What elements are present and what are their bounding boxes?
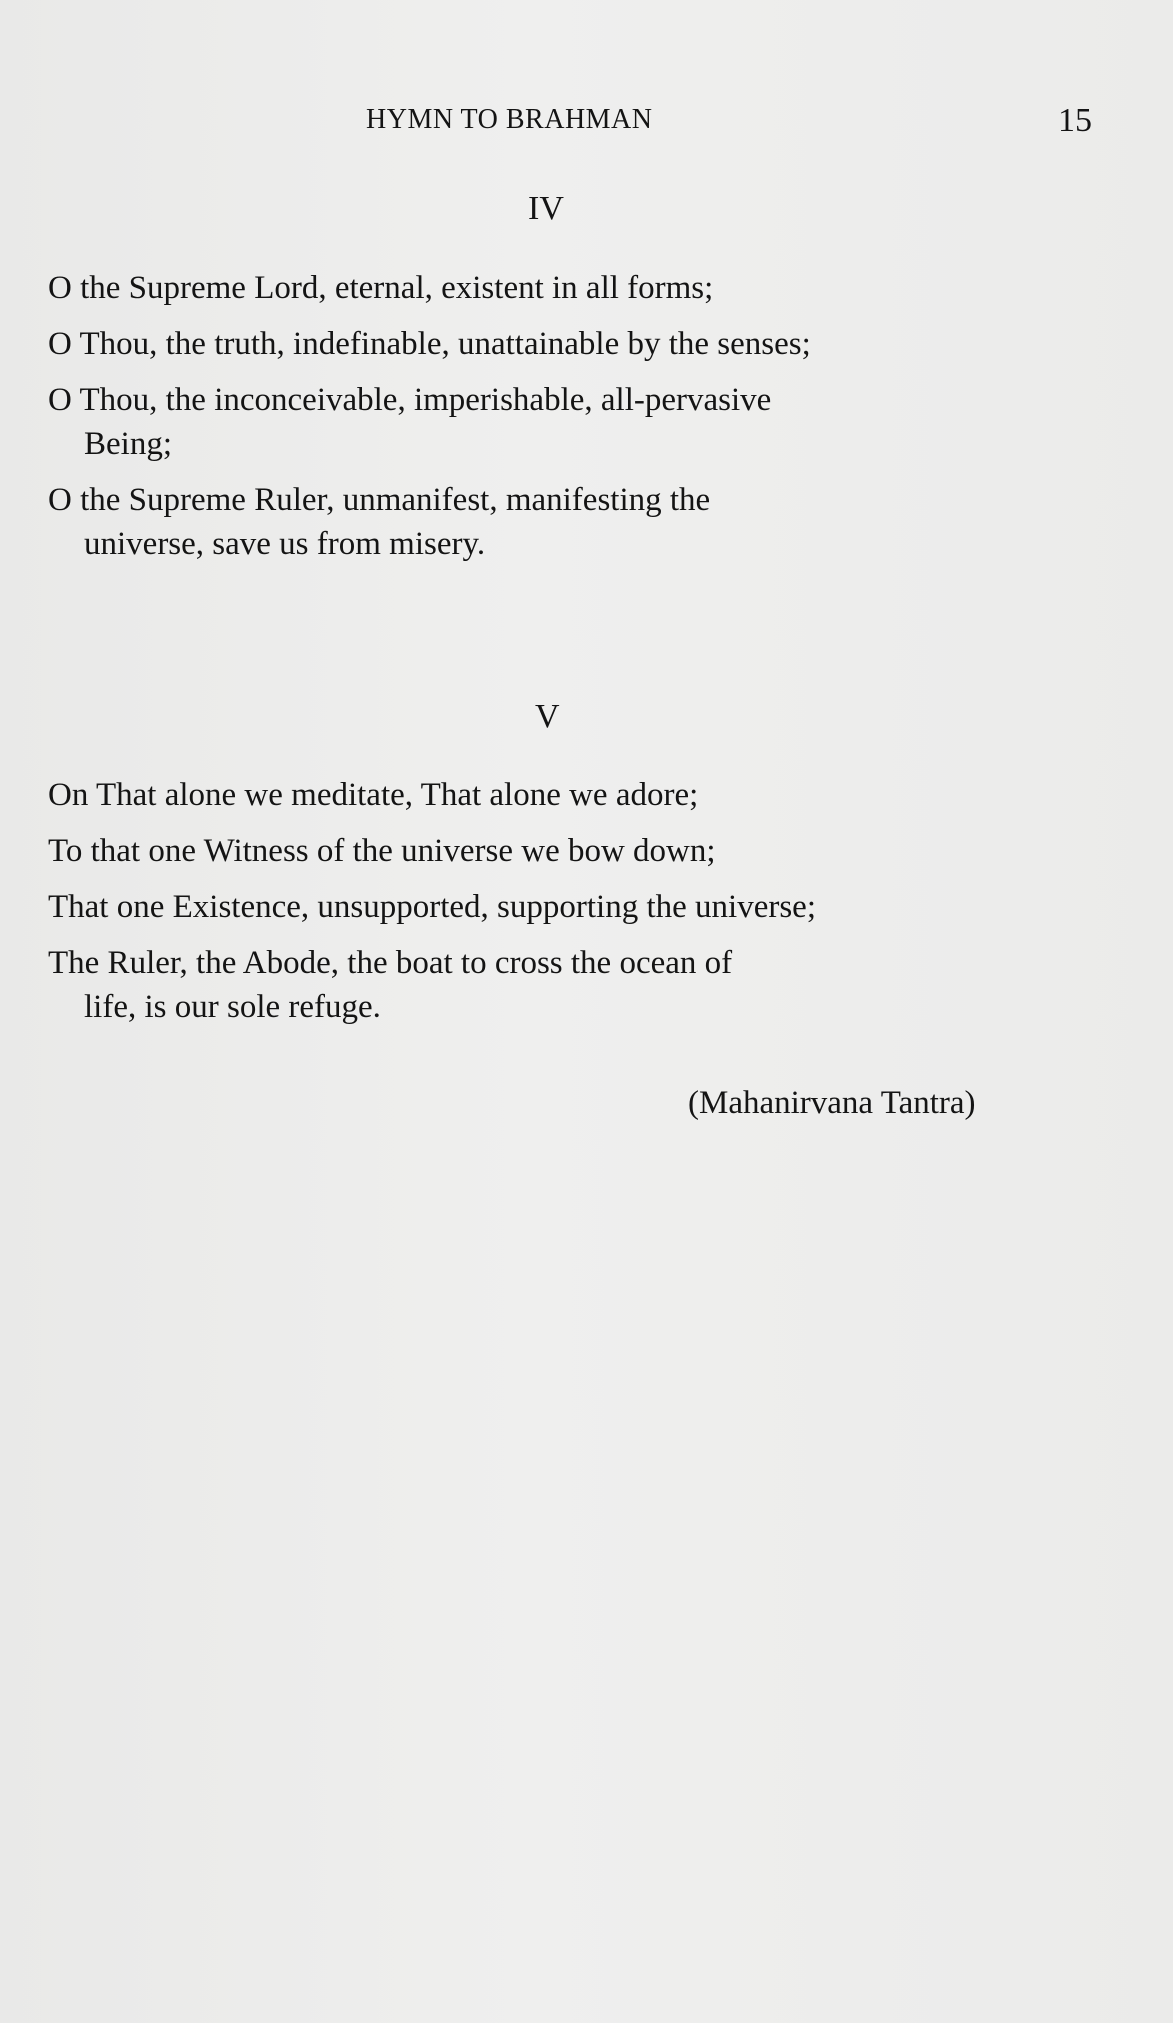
stanza-v-line: On That alone we meditate, That alone we adore; xyxy=(48,777,699,813)
stanza-iv-line: universe, save us from misery. xyxy=(84,526,486,562)
stanza-iv-text xyxy=(48,266,1108,566)
stanza-v-line: life, is our sole refuge. xyxy=(84,989,381,1025)
stanza-v-text xyxy=(48,773,1108,1029)
stanza-iv-line: O Thou, the inconceivable, imperishable, all-pervasive xyxy=(48,382,772,418)
stanza-iv-line: O Thou, the truth, indefinable, unattainable by the senses; xyxy=(48,326,811,362)
stanza-v-heading: V xyxy=(535,698,560,735)
stanza-iv-heading: IV xyxy=(528,190,564,227)
page-number: 15 xyxy=(1058,102,1092,139)
stanza-v-line: The Ruler, the Abode, the boat to cross the ocean of xyxy=(48,945,733,981)
stanza-v-line: That one Existence, unsupported, supporting the universe; xyxy=(48,889,816,925)
stanza-iv-line: O the Supreme Lord, eternal, existent in all forms; xyxy=(48,270,714,306)
running-header: HYMN TO BRAHMAN xyxy=(366,104,653,135)
stanza-iv-line: O the Supreme Ruler, unmanifest, manifesting the xyxy=(48,482,711,518)
stanza-v-line: To that one Witness of the universe we bow down; xyxy=(48,833,716,869)
source-attribution: (Mahanirvana Tantra) xyxy=(688,1085,976,1121)
stanza-iv-line: Being; xyxy=(84,426,172,462)
